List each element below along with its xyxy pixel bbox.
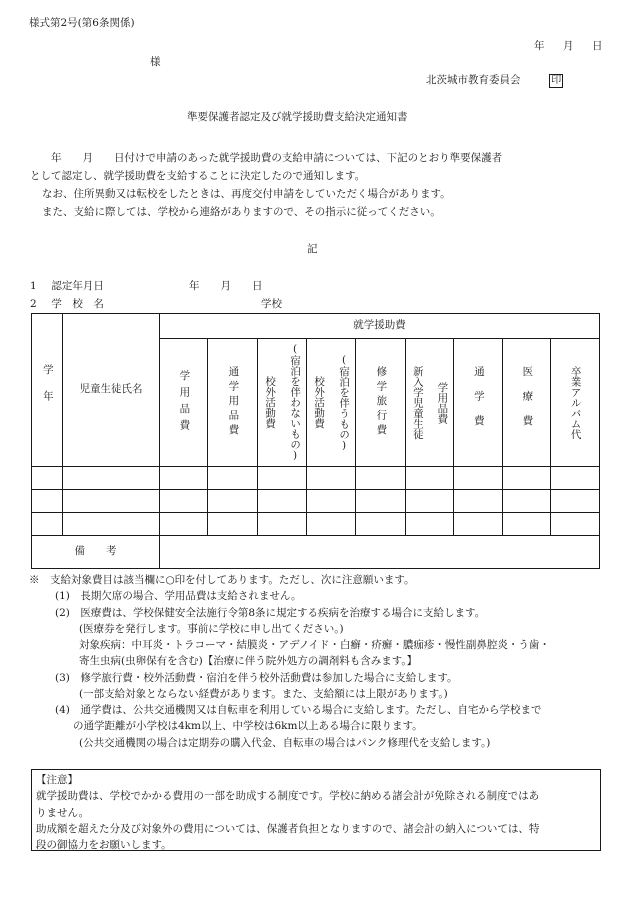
- issue-date: 年 月 日: [534, 40, 607, 52]
- table-row: [32, 490, 600, 513]
- note-2: (2) 医療費は、学校保健安全法施行令第8条に規定する疾病を治療する場合に支給します。: [55, 606, 486, 619]
- document-title: 準要保護者認定及び就学援助費支給決定通知書: [187, 111, 408, 123]
- issuer: [426, 74, 563, 88]
- col-new-entrant: 学用品費 新入学児童生徒: [406, 339, 454, 467]
- note-2a: (医療券を発行します。事前に学校に申し出てください。): [79, 622, 344, 635]
- table-row: [32, 513, 600, 536]
- item-1-value: 年 月 日: [189, 280, 263, 292]
- body-line-1: 年 月 日付けで申請のあった就学援助費の支給申請については、下記のとおり準要保護者: [30, 152, 503, 164]
- note-3: (3) 修学旅行費・校外活動費・宿泊を伴う校外活動費は参加した場合に支給します。: [55, 671, 458, 684]
- item-2-number: 2: [30, 298, 37, 310]
- body-line-2: として認定し、就学援助費を支給することに決定したので通知します。: [30, 170, 366, 182]
- ki-mark: 記: [307, 243, 318, 255]
- col-commute: 通学費: [454, 339, 503, 467]
- col-medical: 医療費: [503, 339, 551, 467]
- col-commute-supplies: 通学用品費: [208, 339, 258, 467]
- note-4a: の通学距離が小学校は4km以上、中学校は6km以上ある場合に限ります。: [73, 720, 423, 733]
- notes-section: [29, 572, 609, 751]
- assistance-table: [31, 313, 600, 569]
- item-2: [30, 298, 104, 312]
- grade-header: 学年: [32, 314, 63, 467]
- item-1-number: 1: [30, 280, 37, 292]
- body-line-3: なお、住所異動又は転校をしたときは、再度交付申請をしていただく場合があります。: [42, 188, 451, 200]
- caution-line-3: 助成額を超えた分及び対象外の費用については、保護者負担となりますので、諸会計の納入については、特: [36, 822, 540, 835]
- addressee-suffix: 様: [150, 56, 161, 68]
- note-2c: 寄生虫病(虫卵保有を含む)【治療に伴う院外処方の調剤料も含みます。】: [79, 655, 418, 668]
- item-1: [30, 280, 104, 294]
- item-1-label: 認定年月日: [51, 280, 104, 292]
- note-2b: 対象疾病：中耳炎・トラコーマ・結膜炎・アデノイド・白癬・疥癬・膿痂疹・慢性副鼻腔炎・う歯・: [79, 639, 550, 652]
- form-number: 様式第2号(第6条関係): [29, 17, 135, 29]
- caution-line-1: 就学援助費は、学校でかかる費用の一部を助成する制度です。学校に納める諸会計が免除される制度ではあ: [36, 790, 540, 803]
- remarks-field: [160, 536, 600, 569]
- note-4: (4) 通学費は、公共交通機関又は自転車を利用している場合に支給します。ただし、自宅から学校まで: [55, 704, 542, 717]
- col-day-trip: (宿泊を伴わないもの) 校外活動費: [258, 339, 307, 467]
- assistance-group-header: 就学援助費: [160, 314, 600, 339]
- caution-box: [31, 769, 601, 851]
- col-overnight-trip: (宿泊を伴うもの) 校外活動費: [307, 339, 356, 467]
- note-4b: (公共交通機関の場合は定期券の購入代金、自転車の場合はパンク修理代を支給します。): [79, 736, 491, 749]
- remarks-header: 備 考: [32, 536, 160, 569]
- table-row: [32, 467, 600, 490]
- seal-mark: 印: [551, 75, 562, 86]
- caution-line-2: りません。: [36, 806, 90, 819]
- student-name-header: 児童生徒氏名: [63, 314, 160, 467]
- col-school-trip: 修学旅行費: [356, 339, 406, 467]
- item-2-label: 学 校 名: [51, 298, 104, 310]
- note-3a: (一部支給対象とならない経費があります。また、支給額には上限があります。): [79, 687, 448, 700]
- issuer-name: 北茨城市教育委員会: [426, 74, 521, 86]
- caution-line-4: 段の御協力をお願いします。: [36, 839, 172, 852]
- note-main: ※ 支給対象費目は該当欄に○印を付してあります。ただし、次に注意願います。: [29, 574, 415, 586]
- caution-heading: 【注意】: [36, 774, 78, 786]
- note-1: (1) 長期欠席の場合、学用品費は支給されません。: [55, 590, 302, 603]
- item-2-value: 学校: [261, 298, 282, 310]
- col-school-supplies: 学用品費: [160, 339, 208, 467]
- col-album: 卒業アルバム代: [551, 339, 600, 467]
- body-line-4: また、支給に際しては、学校から連絡がありますので、その指示に従ってください。: [42, 206, 441, 218]
